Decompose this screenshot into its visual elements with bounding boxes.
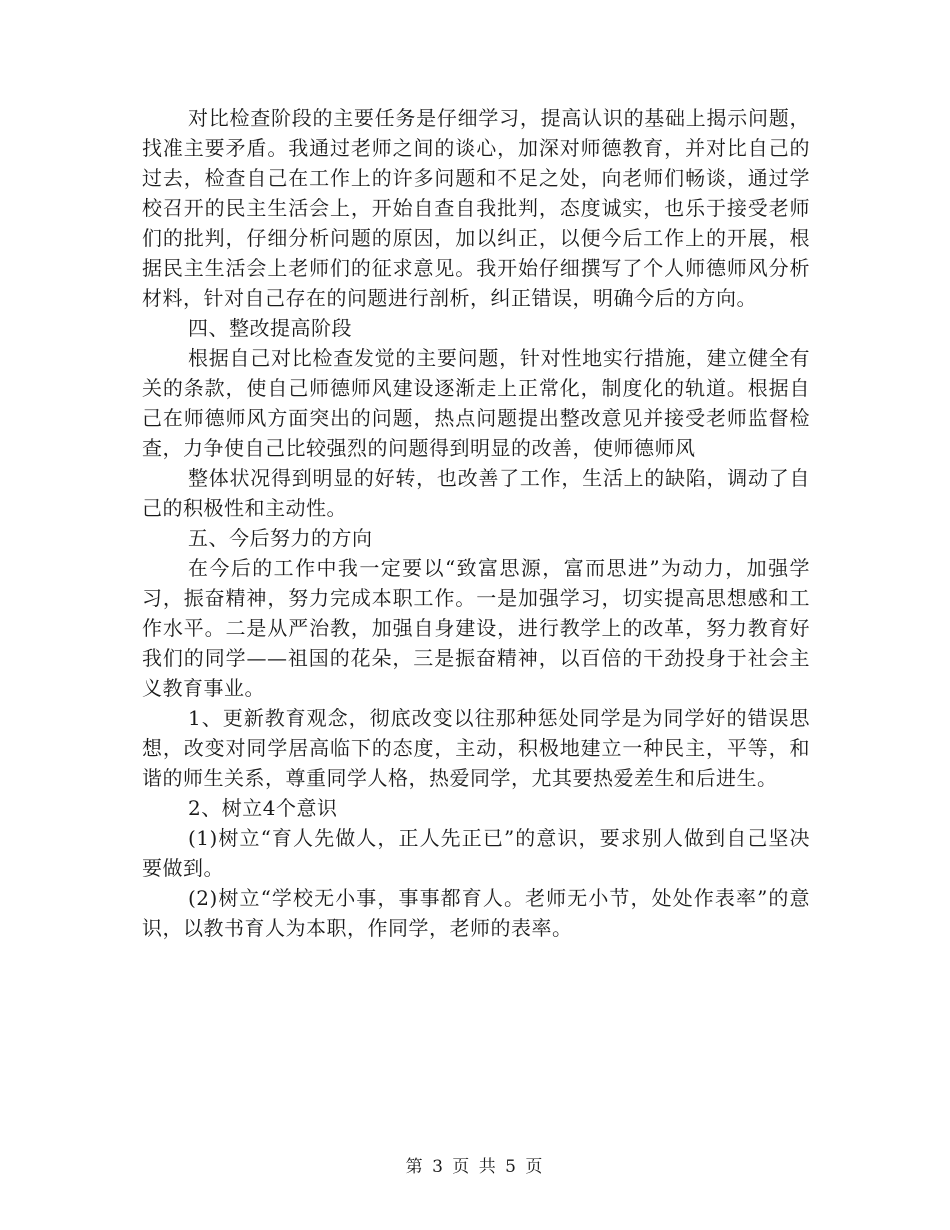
paragraph-rectification: 根据自己对比检查发觉的主要问题，针对性地实行措施，建立健全有关的条款，使自己师德师风建设逐渐走上正常化，制度化的轨道。根据自己在师德师风方面突出的问题，热点问题提出整改意见并接受老师监督检查，力争使自己比较强烈的问题得到明显的改善，使师德师风 bbox=[142, 346, 810, 460]
section-heading-rectification: 四、整改提高阶段 bbox=[188, 316, 352, 340]
paragraph-comparison-stage: 对比检查阶段的主要任务是仔细学习，提高认识的基础上揭示问题，找准主要矛盾。我通过老师之间的谈心，加深对师德教育，并对比自己的过去，检查自己在工作上的许多问题和不足之处，向老师们畅谈，通过学校召开的民主生活会上，开始自查自我批判，态度诚实，也乐于接受老师们的批判，仔细分析问题的原因，加以纠正，以便今后工作上的开展，根据民主生活会上老师们的征求意见。我开始仔细撰写了个人师德师风分析材料，针对自己存在的问题进行剖析，纠正错误，明确今后的方向。 bbox=[142, 106, 810, 310]
paragraph-awareness-2: (2)树立“学校无小事，事事都育人。老师无小节，处处作表率”的意识，以教书育人为本职，作同学，老师的表率。 bbox=[142, 886, 810, 940]
subheading-four-awareness: 2、树立4个意识 bbox=[188, 796, 338, 820]
paragraph-future-work: 在今后的工作中我一定要以“致富思源，富而思进”为动力，加强学习，振奋精神，努力完成本职工作。一是加强学习，切实提高思想感和工作水平。二是从严治教，加强自身建设，进行教学上的改革，努力教育好我们的同学——祖国的花朵，三是振奋精神，以百倍的干劲投身于社会主义教育事业。 bbox=[142, 556, 810, 700]
paragraph-item-1: 1、更新教育观念，彻底改变以往那种惩处同学是为同学好的错误思想，改变对同学居高临下的态度，主动，积极地建立一种民主，平等，和谐的师生关系，尊重同学人格，热爱同学，尤其要热爱差生和后进生。 bbox=[142, 706, 810, 790]
paragraph-improvement: 整体状况得到明显的好转，也改善了工作，生活上的缺陷，调动了自己的积极性和主动性。 bbox=[142, 466, 810, 520]
paragraph-awareness-1: (1)树立“育人先做人，正人先正已”的意识，要求别人做到自己坚决要做到。 bbox=[142, 826, 810, 880]
document-body bbox=[142, 103, 810, 943]
section-heading-future-direction: 五、今后努力的方向 bbox=[188, 526, 373, 550]
page-number: 第 3 页 共 5 页 bbox=[405, 1157, 545, 1177]
